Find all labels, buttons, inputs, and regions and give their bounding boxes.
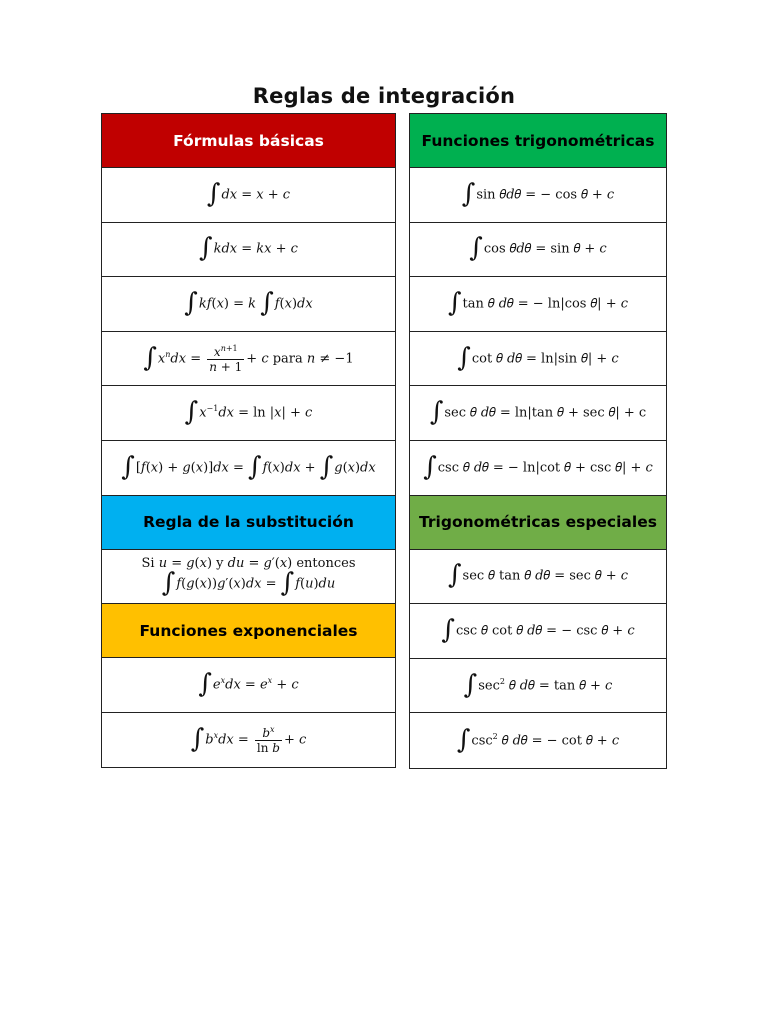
formula-row [102,223,395,278]
integral-sign-icon: ∫ [248,451,262,482]
formula-text: 𝑑𝑥 = [170,351,202,367]
fraction-numerator: 𝑏 [262,726,271,741]
formula-text: csc 𝜃 cot 𝜃 𝑑𝜃 = − csc 𝜃 + 𝑐 [455,623,635,639]
formula-row [410,223,666,278]
formula-text: 𝑒 [212,677,221,693]
formula-text: sin 𝜃𝑑𝜃 = − cos 𝜃 + 𝑐 [476,187,615,203]
special-trig-header: Trigonométricas especiales [410,496,666,550]
fraction [207,344,244,374]
integral-sign-icon: ∫ [184,397,199,428]
formula-exponent: 2 [492,731,498,741]
trig-functions-header: Funciones trigonométricas [410,114,666,168]
formula-text: csc [471,733,493,749]
integral-sign-icon: ∫ [199,233,213,264]
integral-sign-icon: ∫ [457,342,471,373]
integral-sign-icon: ∫ [190,724,205,755]
left-column [101,113,396,768]
formula-exponent: 2 [499,676,505,686]
formula-row [102,277,395,332]
integral-sign-icon: ∫ [441,614,455,645]
formula-text: 𝑓(𝑢)𝑑𝑢 [295,576,336,592]
substitution-intro: Si 𝑢 = 𝑔(𝑥) y 𝑑𝑢 = 𝑔′(𝑥) entonces [141,555,356,571]
formula-text: 𝑑𝑥 = 𝑥 + 𝑐 [221,187,291,203]
formula-text: [𝑓(𝑥) + 𝑔(𝑥)]𝑑𝑥 = [135,460,244,476]
integral-sign-icon: ∫ [461,178,476,209]
formula-exponent: 𝑥 [267,676,273,686]
formula-text: + 𝑐 [276,677,299,693]
formula-row [410,441,666,496]
formula-text: csc 𝜃 𝑑𝜃 = − ln|cot 𝜃 + csc 𝜃| + 𝑐 [437,460,653,476]
formula-text: 𝑘𝑑𝑥 = 𝑘𝑥 + 𝑐 [213,241,298,257]
formula-row [410,277,666,332]
formula-text: 𝑔(𝑥)𝑑𝑥 [334,460,376,476]
formula-exponent: −1 [206,404,219,414]
integral-sign-icon: ∫ [463,669,478,700]
formula-row [102,168,395,223]
integral-sign-icon: ∫ [121,451,135,482]
substitution-row [102,550,395,605]
formula-text: 𝜃 𝑑𝜃 = − cot 𝜃 + 𝑐 [497,733,620,749]
integral-sign-icon: ∫ [161,568,176,599]
formula-row [410,332,666,387]
right-column [409,113,667,769]
formula-exponent: 𝑛+1 [220,343,238,353]
integral-sign-icon: ∫ [319,451,334,482]
basic-formulas-header: Fórmulas básicas [102,114,395,168]
integral-sign-icon: ∫ [469,233,483,264]
formula-text: 𝑥 [157,351,166,367]
formula-text: sec [478,678,500,694]
formula-row [102,441,395,496]
integral-sign-icon: ∫ [447,560,462,591]
formula-text: + 𝑐 [283,732,307,748]
substitution-header: Regla de la substitución [102,496,395,550]
formula-text: 𝑑𝑥 = 𝑒 [225,677,268,693]
integral-sign-icon: ∫ [456,724,471,755]
formula-text: 𝑓(𝑥)𝑑𝑥 [274,296,313,312]
formula-row [410,659,666,714]
formula-row [410,713,666,768]
page-title: Reglas de integración [252,84,516,108]
formula-exponent: 𝑥 [270,725,275,735]
formula-exponent: 𝑛 [165,349,171,359]
formula-text: 𝑏 [205,732,214,748]
formula-text: 𝑑𝑥 = ln |𝑥| + 𝑐 [218,405,313,421]
formula-text: 𝜃 𝑑𝜃 = tan 𝜃 + 𝑐 [504,678,613,694]
formula-row [410,386,666,441]
formula-row [102,386,395,441]
formula-text: 𝑓(𝑥)𝑑𝑥 + [262,460,316,476]
formula-text: 𝑘𝑓(𝑥) = 𝑘 [198,296,257,312]
formula-text: sec 𝜃 tan 𝜃 𝑑𝜃 = sec 𝜃 + 𝑐 [462,568,629,584]
formula-exponent: 𝑥 [220,676,226,686]
integral-sign-icon: ∫ [423,451,437,482]
formula-row [410,604,666,659]
formula-row [102,658,395,713]
fraction-denominator: ln 𝑏 [256,741,280,756]
exponential-header: Funciones exponenciales [102,604,395,658]
fraction-denominator: 𝑛 + 1 [209,359,243,374]
formula-text: cot 𝜃 𝑑𝜃 = ln|sin 𝜃| + 𝑐 [471,351,619,367]
formula-text: 𝑓(𝑔(𝑥))𝑔′(𝑥)𝑑𝑥 = [176,576,277,592]
fraction-numerator: 𝑥 [213,344,221,359]
integral-sign-icon: ∫ [280,568,295,599]
integral-sign-icon: ∫ [198,668,212,699]
integral-sign-icon: ∫ [260,287,274,318]
formula-row [410,168,666,223]
formula-text: sec 𝜃 𝑑𝜃 = ln|tan 𝜃 + sec 𝜃| + c [444,405,647,421]
formula-exponent: 𝑥 [213,731,219,741]
formula-row [410,550,666,605]
integral-sign-icon: ∫ [448,287,462,318]
formula-row [102,332,395,387]
integral-sign-icon: ∫ [184,287,198,318]
fraction [255,725,282,755]
integral-sign-icon: ∫ [206,178,221,209]
integral-sign-icon: ∫ [429,397,444,428]
formula-text: 𝑥 [199,405,207,421]
formula-text: cos 𝜃𝑑𝜃 = sin 𝜃 + 𝑐 [483,241,607,257]
formula-text: 𝑑𝑥 = [218,732,249,748]
formula-row [102,713,395,768]
formula-text: tan 𝜃 𝑑𝜃 = − ln|cos 𝜃| + 𝑐 [462,296,628,312]
formula-text: + 𝑐 para 𝑛 ≠ −1 [246,351,354,367]
integral-sign-icon: ∫ [143,342,157,373]
